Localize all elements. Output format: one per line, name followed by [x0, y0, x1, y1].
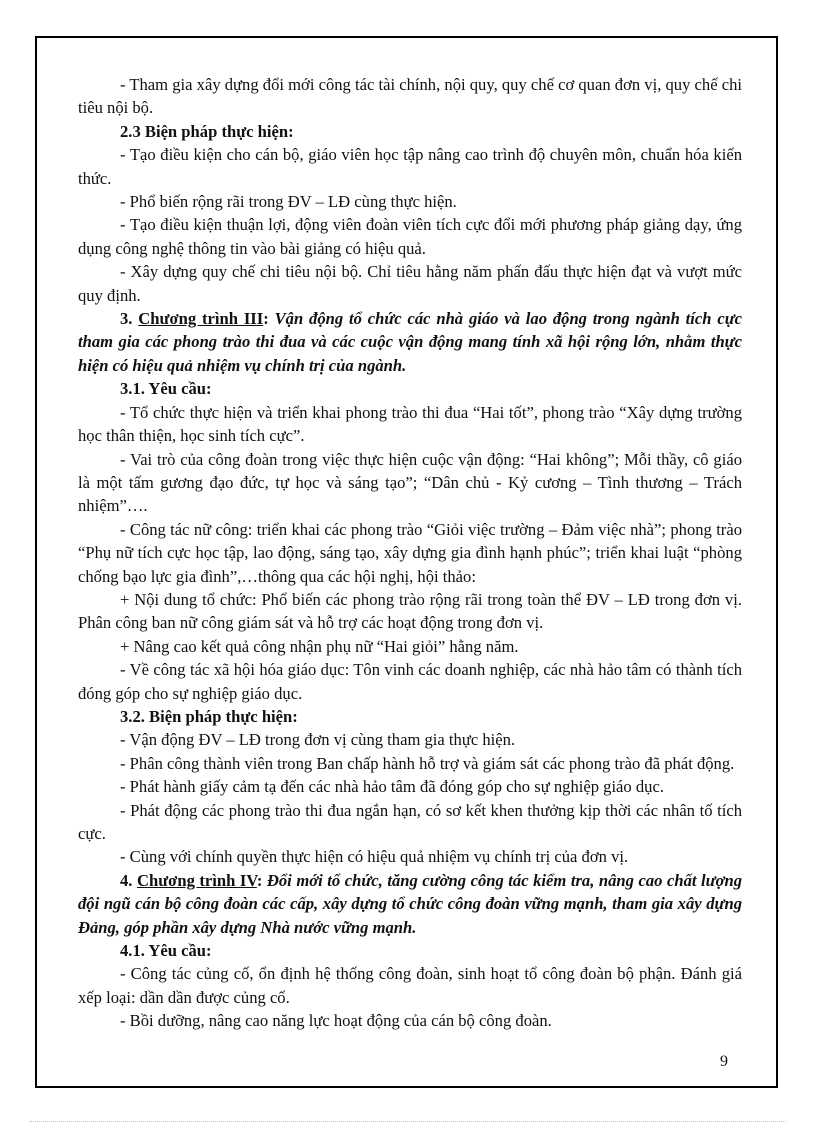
paragraph: - Tổ chức thực hiện và triển khai phong trào thi đua “Hai tốt”, phong trào “Xây dựng trường học thân thiện, học sinh tích cực”. [78, 402, 742, 446]
paragraph: - Cùng với chính quyền thực hiện có hiệu quả nhiệm vụ chính trị của đơn vị. [120, 847, 629, 867]
section-heading-2-3: 2.3 Biện pháp thực hiện: [120, 121, 294, 141]
paragraph: + Nội dung tổ chức: Phổ biến các phong trào rộng rãi trong toàn thể ĐV – LĐ trong đơn vị. Phân công ban nữ công giám sát và hỗ trợ các hoạt động trong đơn vị. [78, 589, 742, 633]
program-label: Chương trình III [138, 309, 264, 329]
section-heading-3-1: 3.1. Yêu cầu: [120, 379, 212, 399]
paragraph: - Tham gia xây dựng đổi mới công tác tài chính, nội quy, quy chế cơ quan đơn vị, quy chế chi tiêu nội bộ. [78, 75, 742, 118]
paragraph: - Tạo điều kiện thuận lợi, động viên đoàn viên tích cực đổi mới phương pháp giảng dạy, ứng dụng công nghệ thông tin vào bài giảng có hiệu quả. [78, 215, 742, 258]
footer-divider [30, 1121, 786, 1122]
paragraph: - Về công tác xã hội hóa giáo dục: Tôn vinh các doanh nghiệp, các nhà hảo tâm có thành tích đóng góp cho sự nghiệp giáo dục. [78, 660, 742, 703]
paragraph: - Tạo điều kiện cho cán bộ, giáo viên học tập nâng cao trình độ chuyên môn, chuẩn hóa kiến thức. [78, 145, 742, 188]
section-heading-4-1: 4.1. Yêu cầu: [120, 941, 212, 961]
program-title: Vận động tổ chức các nhà giáo và lao động trong ngành tích cực tham gia các phong trào thi đua và các cuộc vận động mang tính xã hội rộng lớn, nhằm thực hiện có hiệu quả nhiệm vụ chính trị của ngành. [78, 309, 742, 375]
program-number: 3. [120, 309, 139, 329]
paragraph: - Phát hành giấy cảm tạ đến các nhà hảo tâm đã đóng góp cho sự nghiệp giáo dục. [120, 777, 664, 797]
paragraph: - Bồi dưỡng, nâng cao năng lực hoạt động của cán bộ công đoàn. [120, 1011, 552, 1031]
program-colon: : [263, 309, 275, 329]
paragraph: - Phát động các phong trào thi đua ngắn hạn, có sơ kết khen thưởng kịp thời các nhân tố tích cực. [78, 800, 742, 843]
paragraph: - Vai trò của công đoàn trong việc thực hiện cuộc vận động: “Hai không”; Mỗi thầy, cô giáo là một tấm gương đạo đức, tự học và sáng tạo”; “Dân chủ - Kỷ cương – Tình thương – Trách nhiệm”…. [78, 449, 742, 516]
program-title: Đổi mới tổ chức, tăng cường công tác kiểm tra, nâng cao chất lượng đội ngũ cán bộ công đoàn các cấp, xây dựng tổ chức công đoàn vững mạnh, tham gia xây dựng Đảng, góp phần xây dựng Nhà nước vững mạnh. [78, 870, 742, 937]
program-heading-4 [78, 869, 742, 939]
program-colon: : [256, 870, 267, 890]
program-label: Chương trình IV [136, 870, 257, 890]
paragraph: - Công tác nữ công: triển khai các phong trào “Giỏi việc trường – Đảm việc nhà”; phong trào “Phụ nữ tích cực học tập, lao động, sáng tạo, xây dựng gia đình hạnh phúc”; triển khai luật “phòng chống bạo lực gia đình”,…thông qua các hội nghị, hội thảo: [78, 519, 742, 586]
page-number: 9 [720, 1053, 728, 1070]
program-heading-3 [78, 307, 742, 377]
paragraph: - Xây dựng quy chế chi tiêu nội bộ. Chỉ tiêu hằng năm phấn đấu thực hiện đạt và vượt mức quy định. [78, 262, 742, 305]
paragraph: + Nâng cao kết quả công nhận phụ nữ “Hai giỏi” hằng năm. [120, 636, 519, 656]
program-number: 4. [120, 870, 137, 890]
document-body [78, 73, 742, 1033]
paragraph: - Phân công thành viên trong Ban chấp hành hỗ trợ và giám sát các phong trào đã phát động. [120, 753, 735, 773]
paragraph: - Vận động ĐV – LĐ trong đơn vị cùng tham gia thực hiện. [120, 730, 516, 750]
paragraph: - Công tác củng cố, ổn định hệ thống công đoàn, sinh hoạt tổ công đoàn bộ phận. Đánh giá xếp loại: dần dần được củng cố. [78, 964, 742, 1007]
paragraph: - Phổ biến rộng rãi trong ĐV – LĐ cùng thực hiện. [120, 192, 457, 212]
section-heading-3-2: 3.2. Biện pháp thực hiện: [120, 706, 298, 726]
